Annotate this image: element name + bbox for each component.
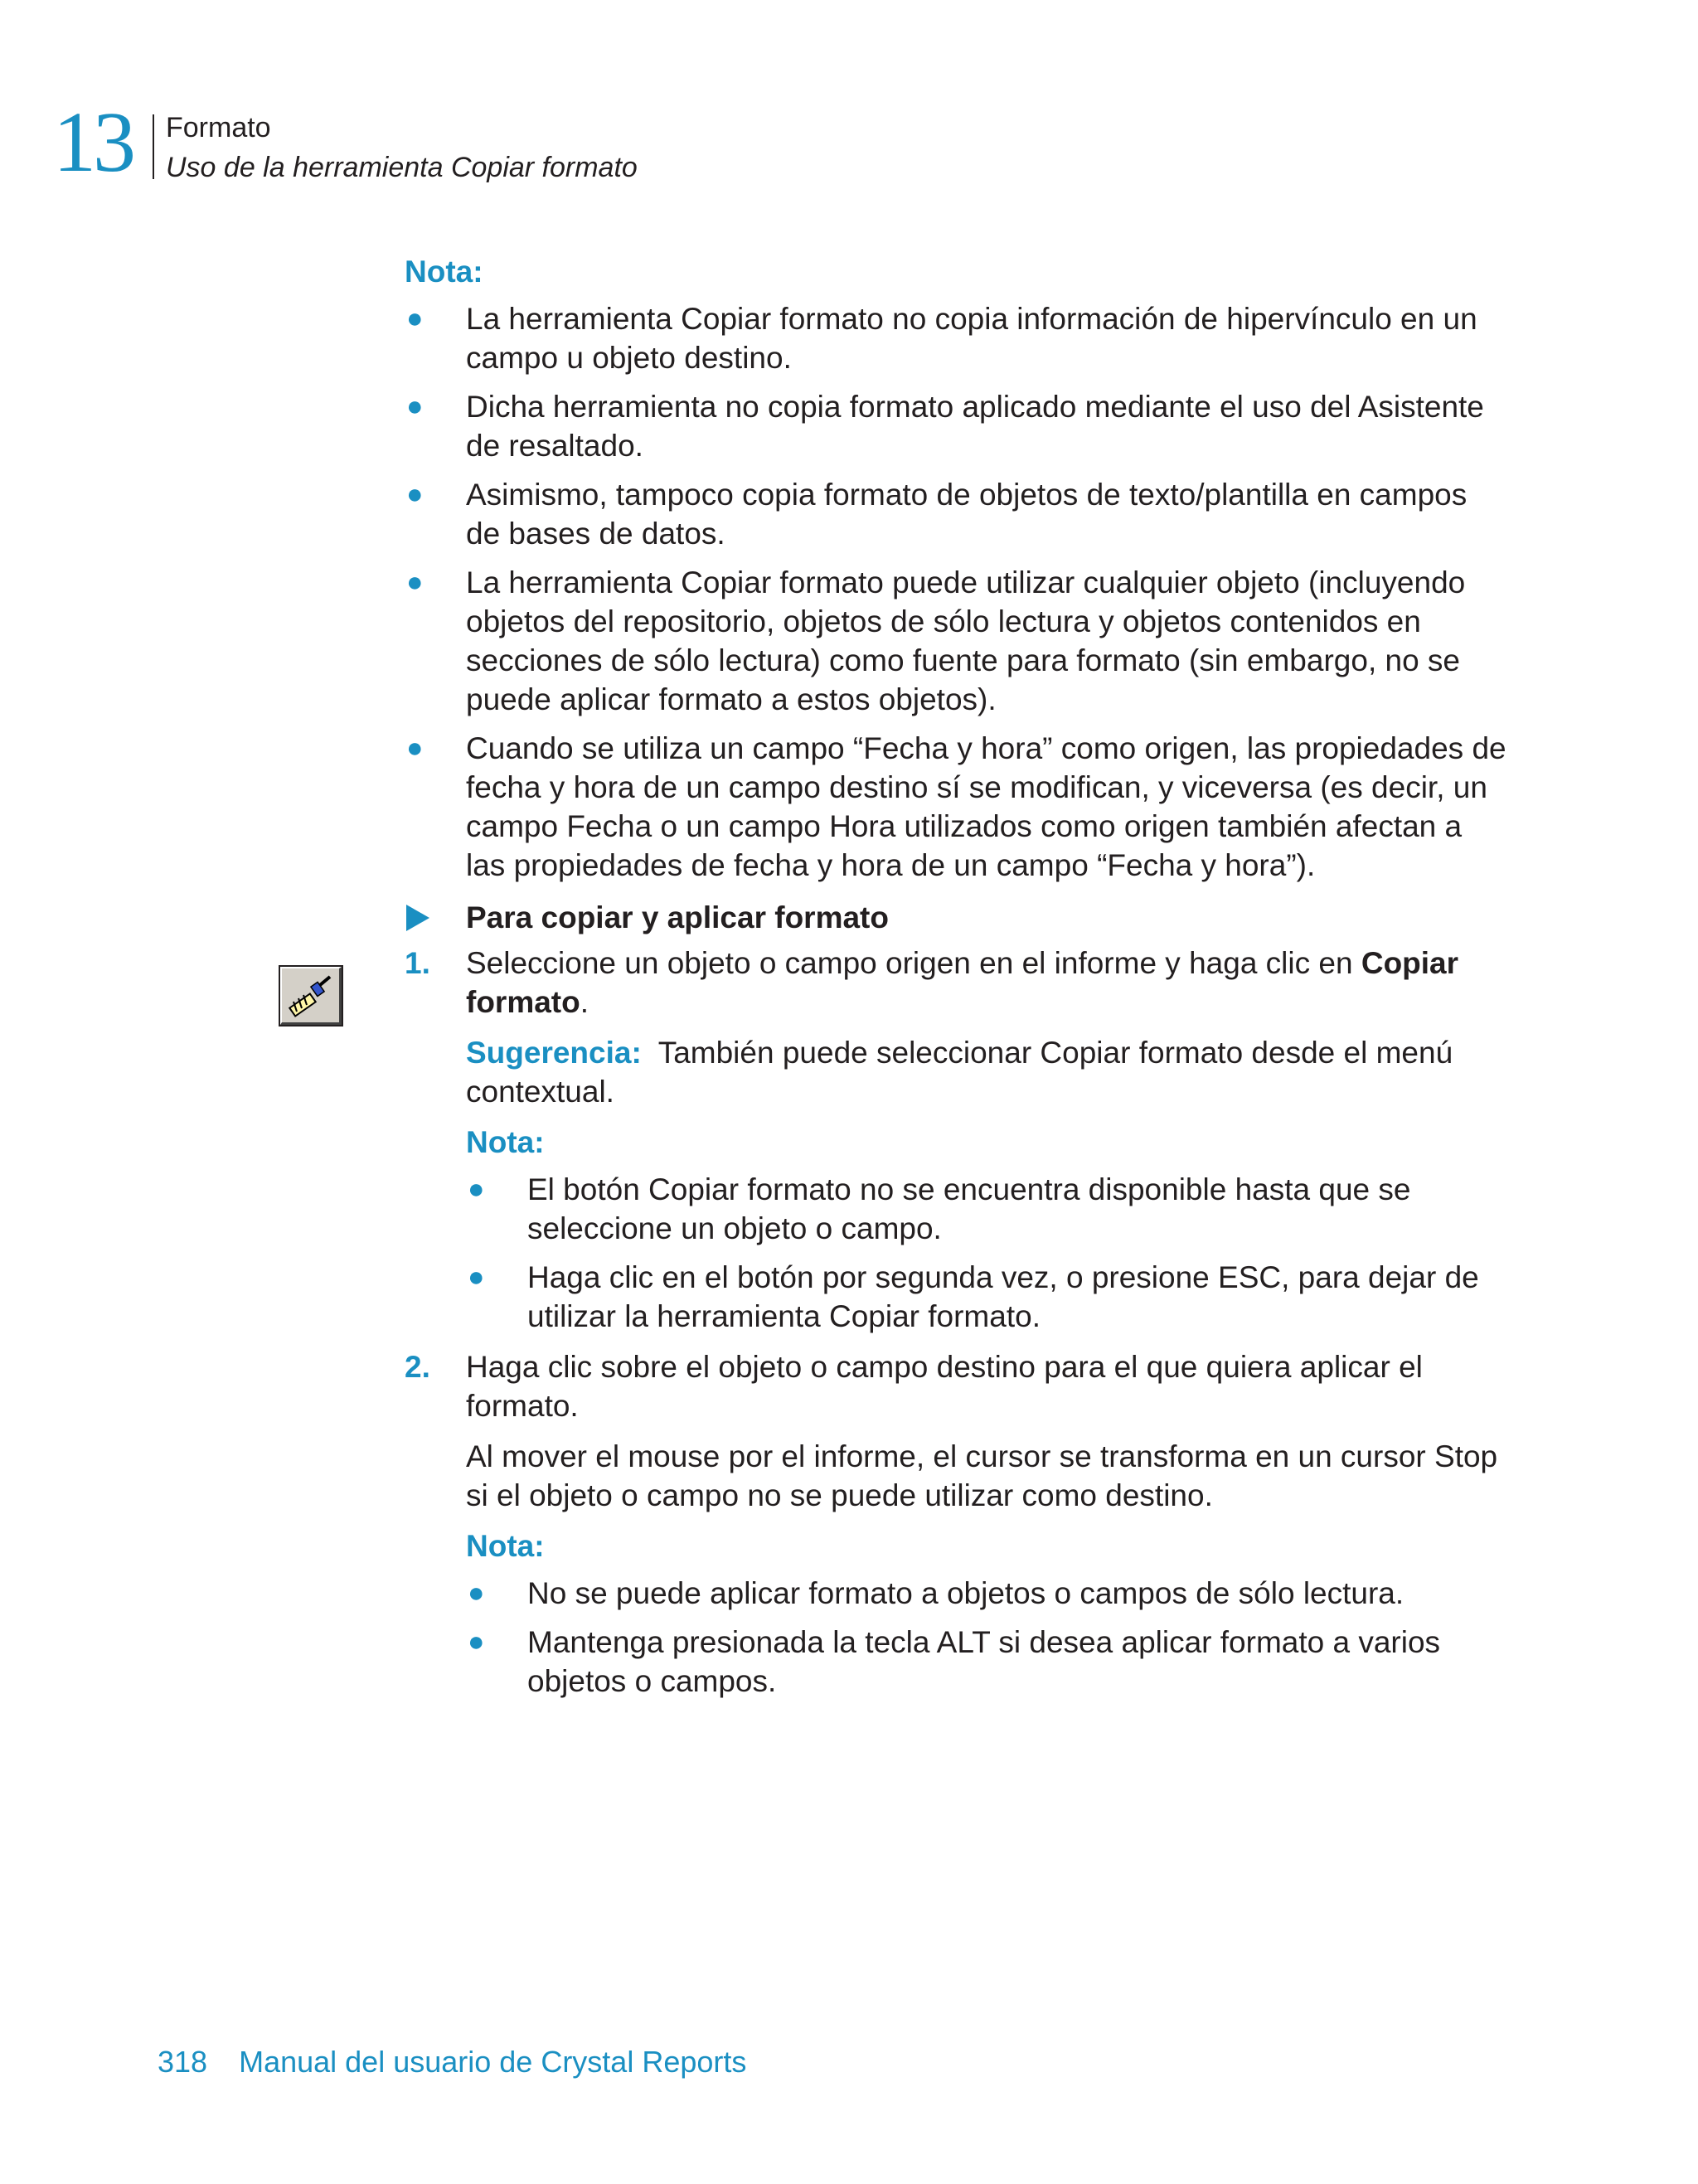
list-item-text: El botón Copiar formato no se encuentra disponible hasta que se seleccione un objeto o campo. — [527, 1172, 1411, 1245]
step-number: 2. — [405, 1350, 430, 1384]
chapter-title: Formato — [166, 112, 271, 143]
bullet-icon: ● — [468, 1577, 485, 1609]
section-title: Uso de la herramienta Copiar formato — [166, 152, 638, 183]
list-item-text: No se puede aplicar formato a objetos o campos de sólo lectura. — [527, 1576, 1404, 1610]
footer-title: Manual del usuario de Crystal Reports — [239, 2045, 747, 2079]
note-list — [405, 299, 1507, 885]
tip-text: También puede seleccionar Copiar formato desde el menú contextual. — [466, 1036, 1453, 1109]
list-item — [466, 1574, 1507, 1613]
note-list — [466, 1170, 1507, 1336]
list-item — [405, 299, 1507, 377]
procedure-title: Para copiar y aplicar formato — [466, 900, 889, 934]
step-text-bold: Copiar formato — [466, 946, 1459, 1019]
step-text-main: Seleccione un objeto o campo origen en el informe y haga clic en — [466, 946, 1361, 980]
bullet-icon: ● — [406, 391, 424, 422]
step-paragraph: Al mover el mouse por el informe, el cursor se transforma en un cursor Stop si el objeto o campo no se puede utilizar como destino. — [466, 1439, 1498, 1512]
step-number: 1. — [405, 946, 430, 980]
note-label: Nota: — [405, 255, 483, 289]
page-number: 318 — [158, 2045, 208, 2079]
list-item-text: La herramienta Copiar formato puede utilizar cualquier objeto (incluyendo objetos del repositorio, objetos de sólo lectura y objetos contenidos en secciones de sólo lectura) como fuente para formato (sin embargo, no se puede aplicar formato a estos objetos). — [466, 565, 1466, 716]
list-item-text: Dicha herramienta no copia formato aplicado mediante el uso del Asistente de resaltado. — [466, 390, 1484, 463]
main-content — [405, 252, 1507, 1712]
list-item-text: Cuando se utiliza un campo “Fecha y hora” como origen, las propiedades de fecha y hora de un campo destino sí se modifican, y viceversa (es decir, un campo Fecha o un campo Hora utilizados como origen también afectan a las propiedades de fecha y hora de un campo “Fecha y hora”). — [466, 731, 1506, 882]
tip-label: Sugerencia: — [466, 1036, 642, 1070]
page-footer — [158, 2045, 746, 2080]
list-item — [405, 475, 1507, 553]
list-item-text: Haga clic en el botón por segunda vez, o presione ESC, para dejar de utilizar la herramienta Copiar formato. — [527, 1260, 1479, 1333]
procedure-heading — [405, 898, 1507, 937]
list-item — [405, 387, 1507, 465]
tip — [466, 1033, 1507, 1111]
bullet-icon: ● — [468, 1261, 485, 1293]
note-label: Nota: — [466, 1125, 545, 1159]
bullet-icon: ● — [406, 478, 424, 510]
list-item — [466, 1623, 1507, 1701]
chapter-number: 13 — [53, 95, 133, 190]
chapter-divider — [153, 114, 154, 179]
bullet-icon: ● — [406, 303, 424, 334]
step-text — [466, 944, 1507, 1022]
list-item-text: Asimismo, tampoco copia formato de objetos de texto/plantilla en campos de bases de datos. — [466, 478, 1468, 551]
step-2 — [405, 1347, 1507, 1701]
bullet-icon: ● — [468, 1173, 485, 1205]
note-list — [466, 1574, 1507, 1701]
bullet-icon: ● — [406, 566, 424, 598]
list-item — [405, 729, 1507, 885]
bullet-icon: ● — [468, 1626, 485, 1657]
list-item-text: Mantenga presionada la tecla ALT si desea aplicar formato a varios objetos o campos. — [527, 1625, 1441, 1698]
step-text-end: . — [580, 985, 589, 1019]
list-item-text: La herramienta Copiar formato no copia información de hipervínculo en un campo u objeto destino. — [466, 302, 1477, 375]
format-painter-icon — [280, 967, 342, 1025]
list-item — [405, 563, 1507, 719]
note-label: Nota: — [466, 1529, 545, 1563]
procedure-arrow-icon — [406, 905, 429, 931]
step-text: Haga clic sobre el objeto o campo destino para el que quiera aplicar el formato. — [466, 1350, 1423, 1423]
bullet-icon: ● — [406, 732, 424, 764]
list-item — [466, 1170, 1507, 1248]
list-item — [466, 1258, 1507, 1336]
step-1 — [405, 944, 1507, 1336]
